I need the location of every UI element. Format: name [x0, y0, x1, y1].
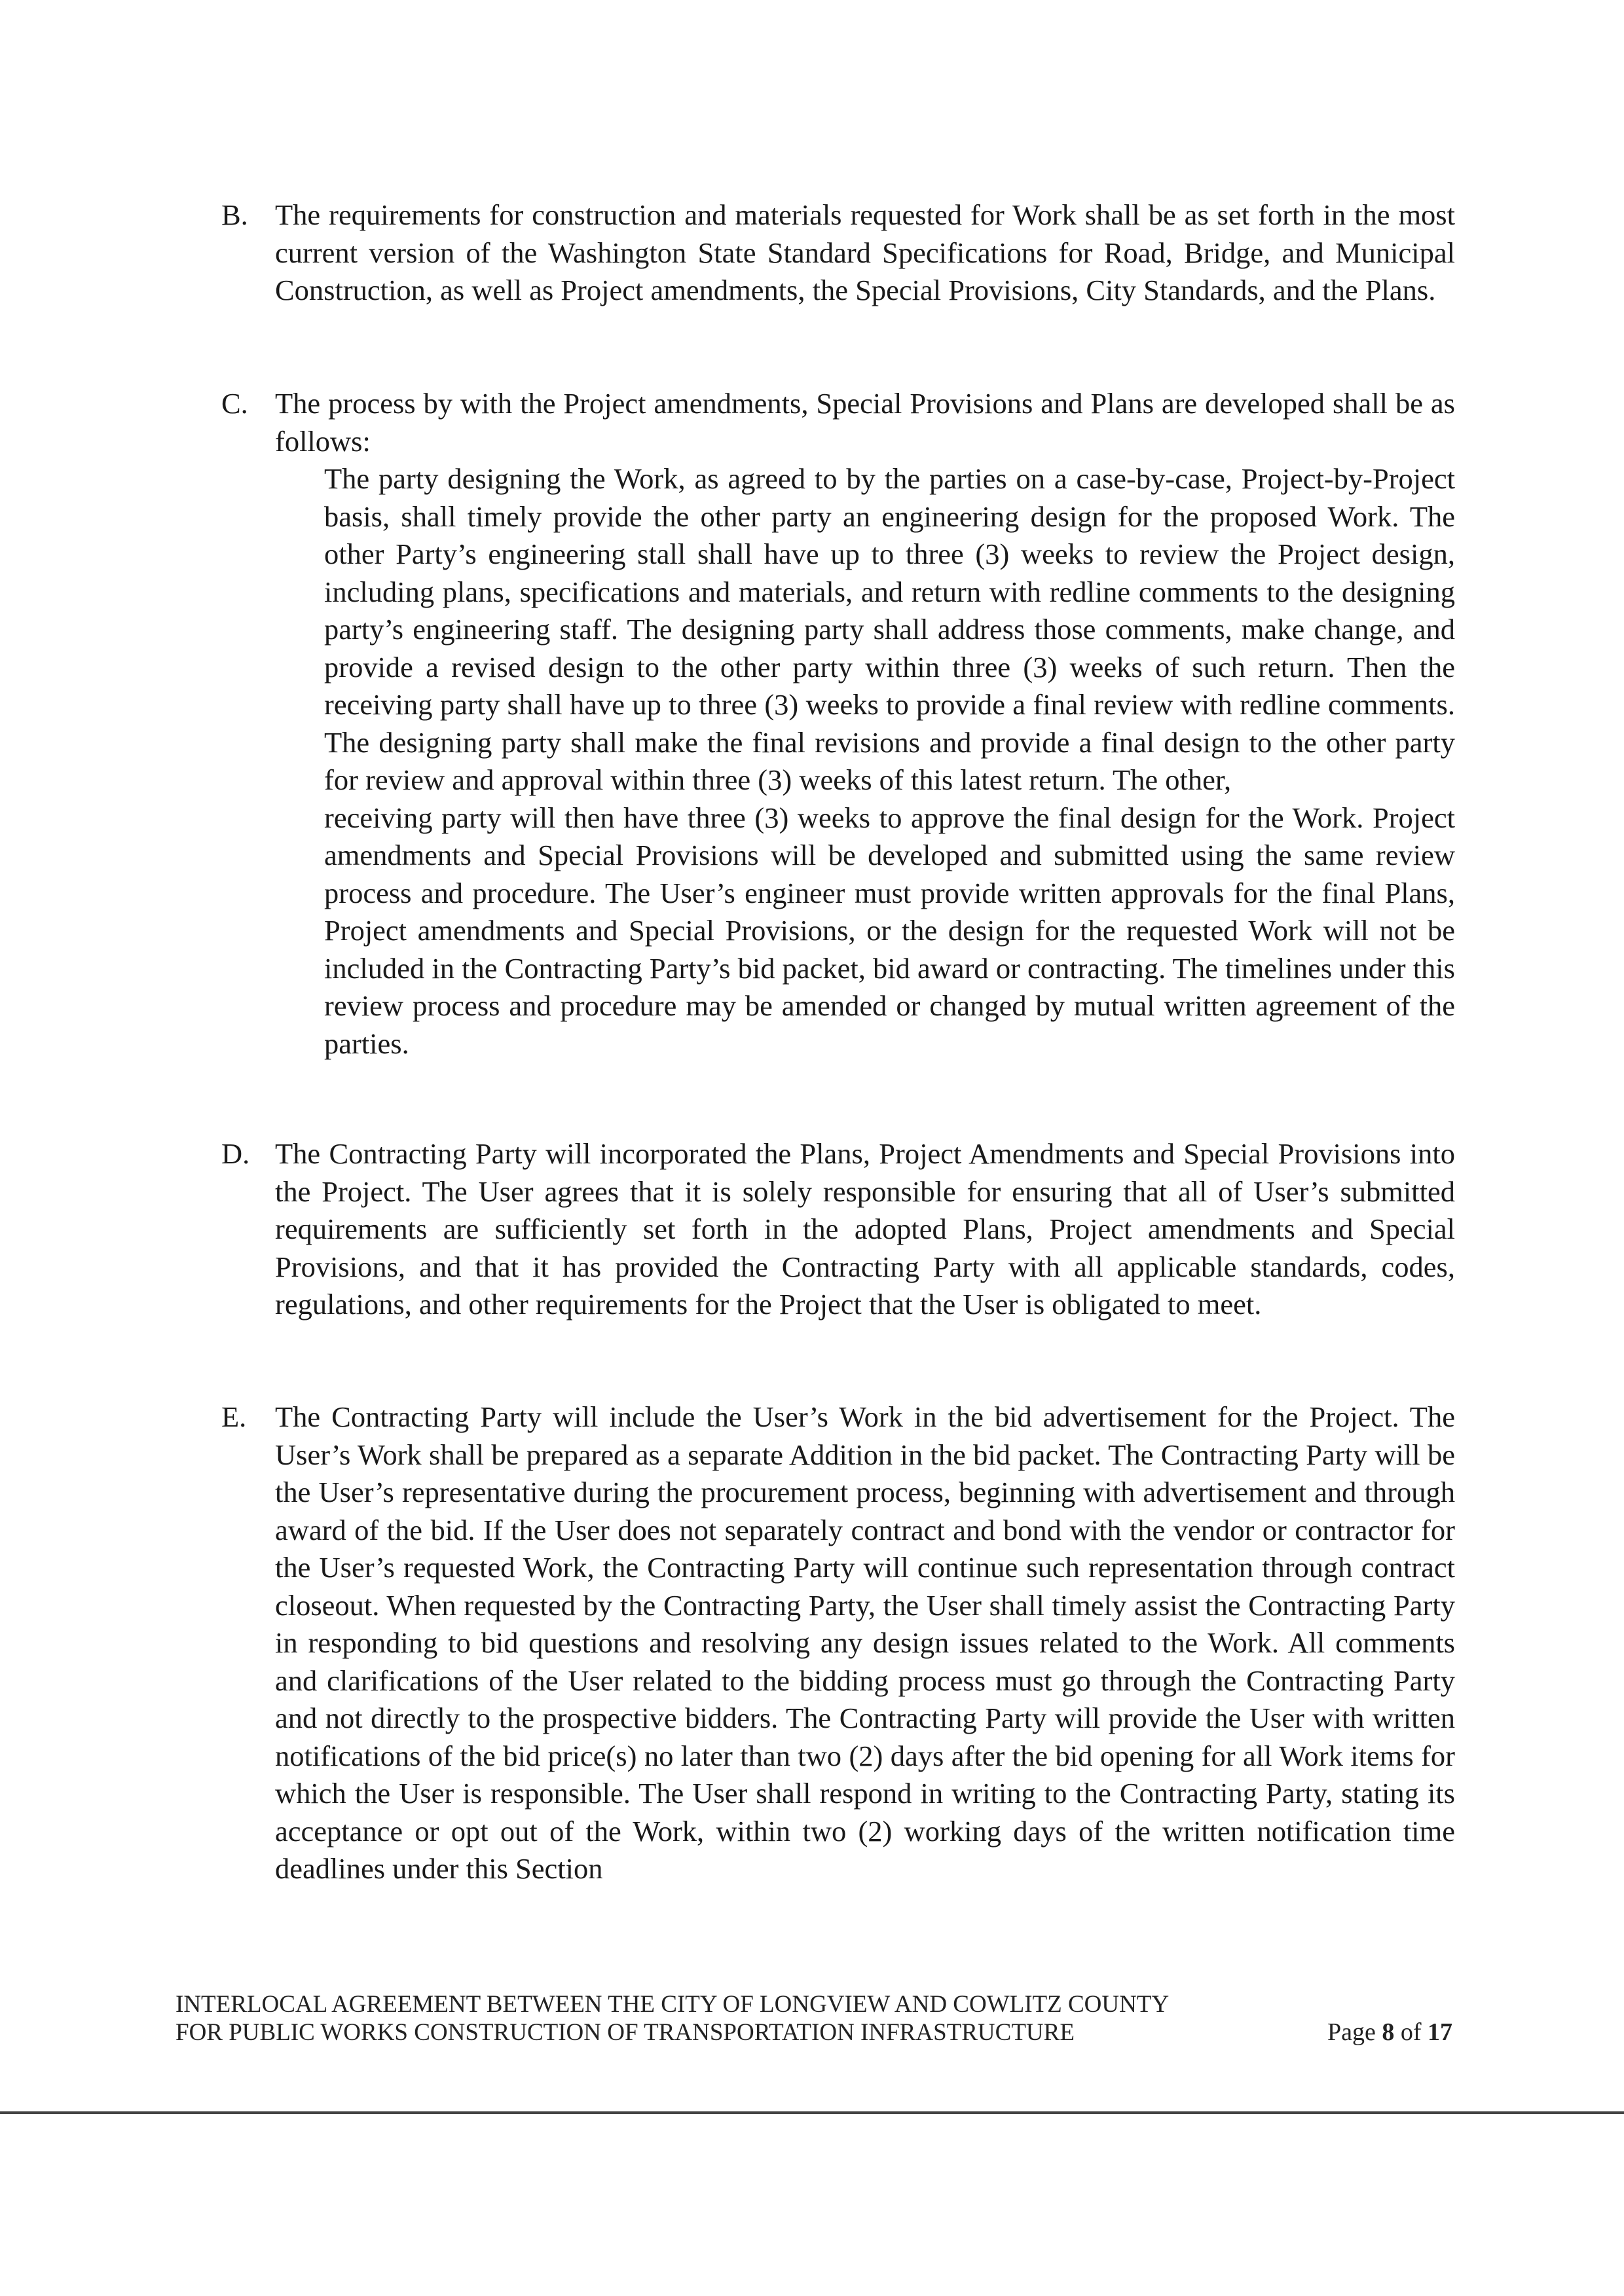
footer-title-line-1: INTERLOCAL AGREEMENT BETWEEN THE CITY OF LONGVIEW AND COWLITZ COUNTY — [175, 1991, 1170, 2018]
section-d-letter: D. — [221, 1137, 250, 1170]
section-b-text: The requirements for construction and materials requested for Work shall be as set forth in the most current version of the Washington State Standard Specifications for Road, Bridge, and Municipal Construction, as well as Project amendments, the Special Provisions, City Standards, and the Plans. — [275, 198, 1455, 306]
page-of-label: of — [1400, 2018, 1422, 2046]
current-page: 8 — [1382, 2018, 1395, 2046]
page-number — [1327, 2018, 1452, 2047]
section-c-intro: The process by with the Project amendments, Special Provisions and Plans are developed shall be as follows: — [275, 387, 1455, 458]
section-c — [221, 385, 1455, 1063]
bottom-divider — [0, 2111, 1624, 2114]
section-c-paragraph-1: The party designing the Work, as agreed to by the parties on a case-by-case, Project-by-Project basis, shall timely provide the other party an engineering design for the proposed Work. The other Party’s engineering stall shall have up to three (3) weeks to review the Project design, including plans, specifications and materials, and return with redline comments to the designing party’s engineering staff. The designing party shall address those comments, make change, and provide a revised design to the other party within three (3) weeks of such return. Then the receiving party shall have up to three (3) weeks to provide a final review with redline comments. The designing party shall make the final revisions and provide a final design to the other party for review and approval within three (3) weeks of this latest return. The other, — [324, 462, 1455, 796]
section-b — [221, 196, 1455, 310]
total-pages: 17 — [1428, 2018, 1452, 2046]
section-c-paragraph-2: receiving party will then have three (3) weeks to approve the final design for the Work. Project amendments and Special Provisions will be developed and submitted using the same review process and procedure. The User’s engineer must provide written approvals for the final Plans, Project amendments and Special Provisions, or the design for the requested Work will not be included in the Contracting Party’s bid packet, bid award or contracting. The timelines under this review process and procedure may be amended or changed by mutual written agreement of the parties. — [324, 801, 1455, 1060]
section-b-letter: B. — [221, 198, 248, 231]
page-footer — [175, 1990, 1452, 2047]
footer-title-line-2: FOR PUBLIC WORKS CONSTRUCTION OF TRANSPORTATION INFRASTRUCTURE — [175, 2019, 1075, 2046]
section-e-text: The Contracting Party will include the User’s Work in the bid advertisement for the Project. The User’s Work shall be prepared as a separate Addition in the bid packet. The Contracting Party will be the User’s representative during the procurement process, beginning with advertisement and through award of the bid. If the User does not separately contract and bond with the vendor or contractor for the User’s requested Work, the Contracting Party will continue such representation through contract closeout. When requested by the Contracting Party, the User shall timely assist the Contracting Party in responding to bid questions and resolving any design issues related to the Work. All comments and clarifications of the User related to the bidding process must go through the Contracting Party and not directly to the prospective bidders. The Contracting Party will provide the User with written notifications of the bid price(s) no later than two (2) days after the bid opening for all Work items for which the User is responsible. The User shall respond in writing to the Contracting Party, stating its acceptance or opt out of the Work, within two (2) working days of the written notification time deadlines under this Section — [275, 1400, 1455, 1885]
section-e — [221, 1398, 1455, 1888]
section-d-text: The Contracting Party will incorporated the Plans, Project Amendments and Special Provisions into the Project. The User agrees that it is solely responsible for ensuring that all of User’s submitted requirements are sufficiently set forth in the adopted Plans, Project amendments and Special Provisions, and that it has provided the Contracting Party with all applicable standards, codes, regulations, and other requirements for the Project that the User is obligated to meet. — [275, 1137, 1455, 1321]
section-c-process — [324, 460, 1455, 1063]
page-label: Page — [1327, 2018, 1376, 2046]
section-c-letter: C. — [221, 387, 248, 420]
section-d — [221, 1135, 1455, 1324]
section-e-letter: E. — [221, 1400, 247, 1433]
footer-title-line-2-row — [175, 2018, 1452, 2047]
